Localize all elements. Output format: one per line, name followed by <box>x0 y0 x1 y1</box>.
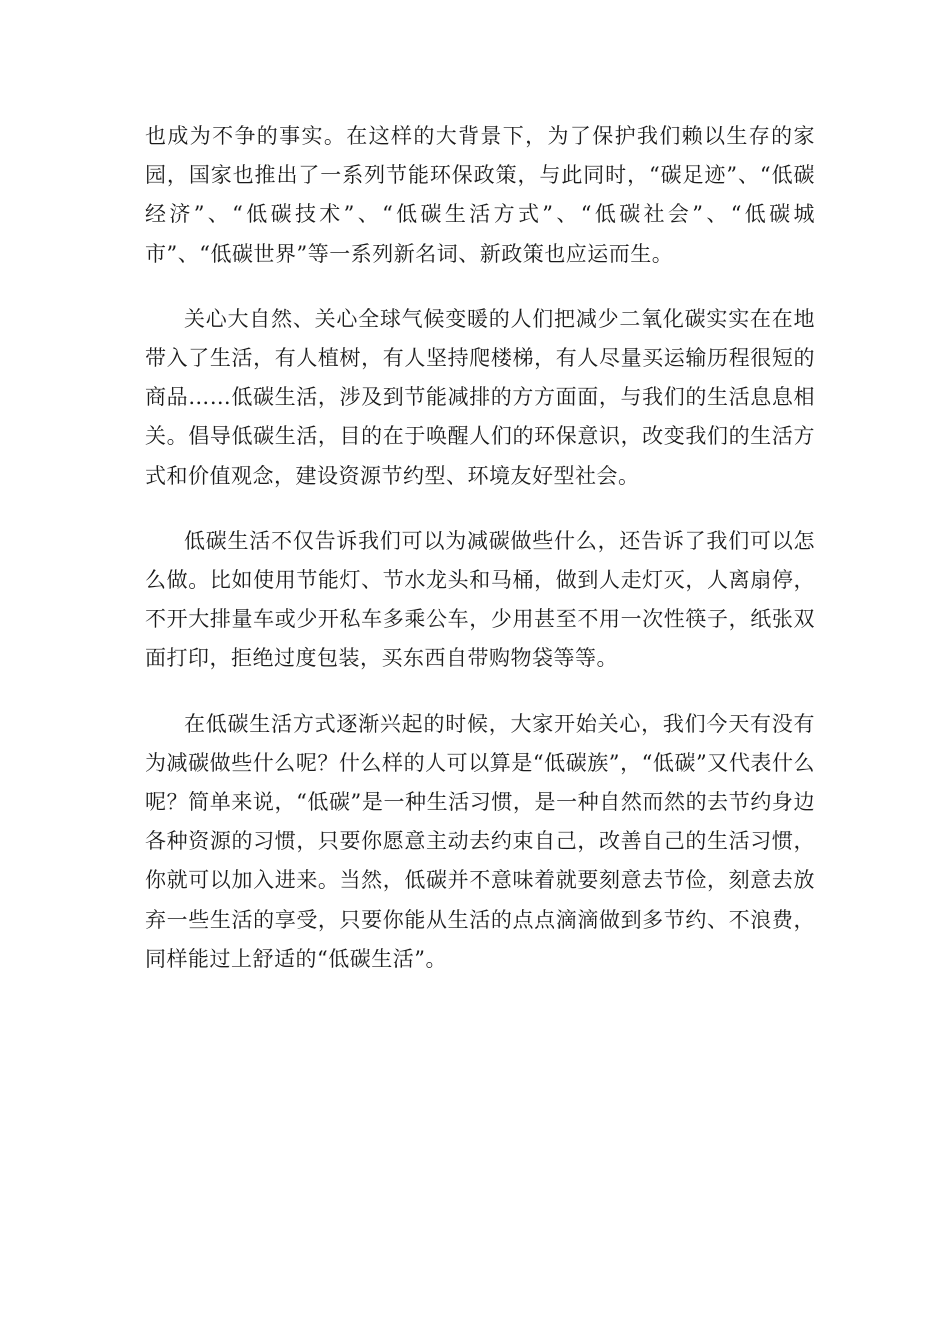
document-body <box>145 117 815 1005</box>
paragraph-2: 关心大自然、关心全球气候变暖的人们把减少二氧化碳实实在在地带入了生活，有人植树，有人坚持爬楼梯，有人尽量买运输历程很短的商品……低碳生活，涉及到节能减排的方方面面，与我们的生活息息相关。倡导低碳生活，目的在于唤醒人们的环保意识，改变我们的生活方式和价值观念，建设资源节约型、环境友好型社会。 <box>145 306 815 488</box>
paragraph-4: 在低碳生活方式逐渐兴起的时候，大家开始关心，我们今天有没有为减碳做些什么呢？什么样的人可以算是“低碳族”，“低碳”又代表什么呢？简单来说，“低碳”是一种生活习惯，是一种自然而然的去节约身边各种资源的习惯，只要你愿意主动去约束自己，改善自己的生活习惯，你就可以加入进来。当然，低碳并不意味着就要刻意去节俭，刻意去放弃一些生活的享受，只要你能从生活的点点滴滴做到多节约、不浪费，同样能过上舒适的“低碳生活”。 <box>145 711 815 971</box>
paragraph-3: 低碳生活不仅告诉我们可以为减碳做些什么，还告诉了我们可以怎么做。比如使用节能灯、节水龙头和马桶，做到人走灯灭，人离扇停，不开大排量车或少开私车多乘公车，少用甚至不用一次性筷子，纸张双面打印，拒绝过度包装，买东西自带购物袋等等。 <box>145 528 815 671</box>
paragraph-1: 也成为不争的事实。在这样的大背景下，为了保护我们赖以生存的家园，国家也推出了一系列节能环保政策，与此同时，“碳足迹”、“低碳经济”、“低碳技术”、“低碳生活方式”、“低碳社会”、“低碳城市”、“低碳世界”等一系列新名词、新政策也应运而生。 <box>145 124 815 266</box>
